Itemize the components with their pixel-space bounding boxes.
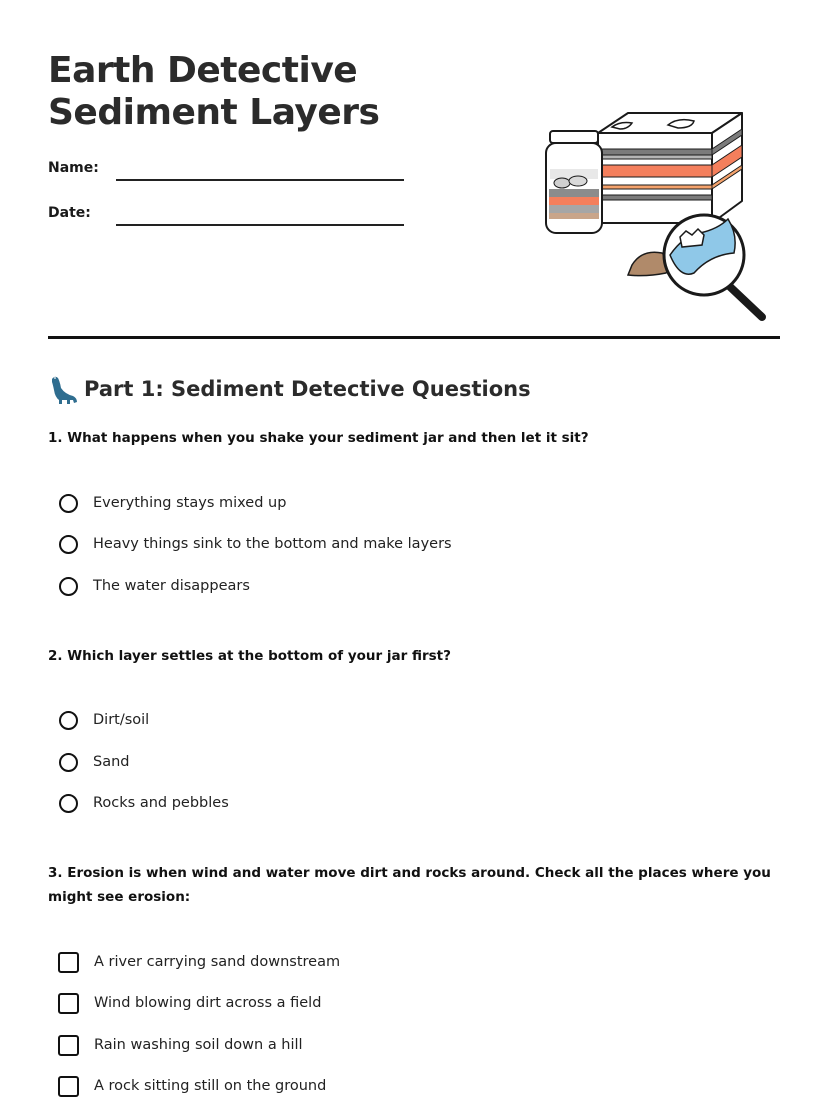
- section-title: [48, 372, 531, 406]
- radio-button[interactable]: [59, 794, 78, 813]
- name-label: Name:: [48, 160, 99, 176]
- q3-option-1[interactable]: [58, 948, 340, 976]
- checkbox[interactable]: [58, 1076, 79, 1097]
- date-field[interactable]: [48, 205, 408, 235]
- section-title-text: Part 1: Sediment Detective Questions: [84, 377, 531, 401]
- checkbox[interactable]: [58, 1035, 79, 1056]
- option-label: Rocks and pebbles: [93, 795, 229, 811]
- radio-button[interactable]: [59, 577, 78, 596]
- q1-option-2[interactable]: [58, 530, 452, 558]
- q1-option-1[interactable]: [58, 489, 286, 517]
- q3-option-3[interactable]: [58, 1031, 303, 1059]
- checkbox[interactable]: [58, 952, 79, 973]
- question-3: 3. Erosion is when wind and water move dirt and rocks around. Check all the places where you might see erosion:: [48, 865, 771, 905]
- title-line-2: Sediment Layers: [48, 92, 380, 133]
- option-label: Heavy things sink to the bottom and make layers: [93, 536, 452, 552]
- title-line-1: Earth Detective: [48, 50, 358, 91]
- option-label: Rain washing soil down a hill: [94, 1037, 303, 1053]
- q3-option-2[interactable]: [58, 989, 321, 1017]
- option-label: A river carrying sand downstream: [94, 954, 341, 970]
- date-line[interactable]: [116, 224, 404, 226]
- radio-button[interactable]: [59, 494, 78, 513]
- sediment-illustration-icon: [540, 105, 772, 325]
- question-2: 2. Which layer settles at the bottom of your jar first?: [48, 648, 451, 664]
- header-divider: [48, 336, 780, 339]
- q2-option-2[interactable]: [58, 748, 129, 776]
- checkbox[interactable]: [58, 993, 79, 1014]
- radio-button[interactable]: [59, 753, 78, 772]
- name-line[interactable]: [116, 179, 404, 181]
- question-1: 1. What happens when you shake your sediment jar and then let it sit?: [48, 430, 589, 446]
- radio-button[interactable]: [59, 711, 78, 730]
- worksheet-title: [48, 50, 379, 134]
- option-label: The water disappears: [93, 578, 250, 594]
- option-label: Everything stays mixed up: [93, 495, 287, 511]
- dinosaur-icon: [48, 373, 78, 405]
- option-label: A rock sitting still on the ground: [94, 1078, 327, 1094]
- date-label: Date:: [48, 205, 91, 221]
- option-label: Dirt/soil: [93, 712, 150, 728]
- radio-button[interactable]: [59, 535, 78, 554]
- option-label: Wind blowing dirt across a field: [94, 995, 322, 1011]
- q1-option-3[interactable]: [58, 572, 250, 600]
- option-label: Sand: [93, 754, 130, 770]
- q3-option-4[interactable]: [58, 1072, 326, 1100]
- q2-option-3[interactable]: [58, 789, 229, 817]
- q2-option-1[interactable]: [58, 706, 149, 734]
- name-field[interactable]: [48, 160, 408, 190]
